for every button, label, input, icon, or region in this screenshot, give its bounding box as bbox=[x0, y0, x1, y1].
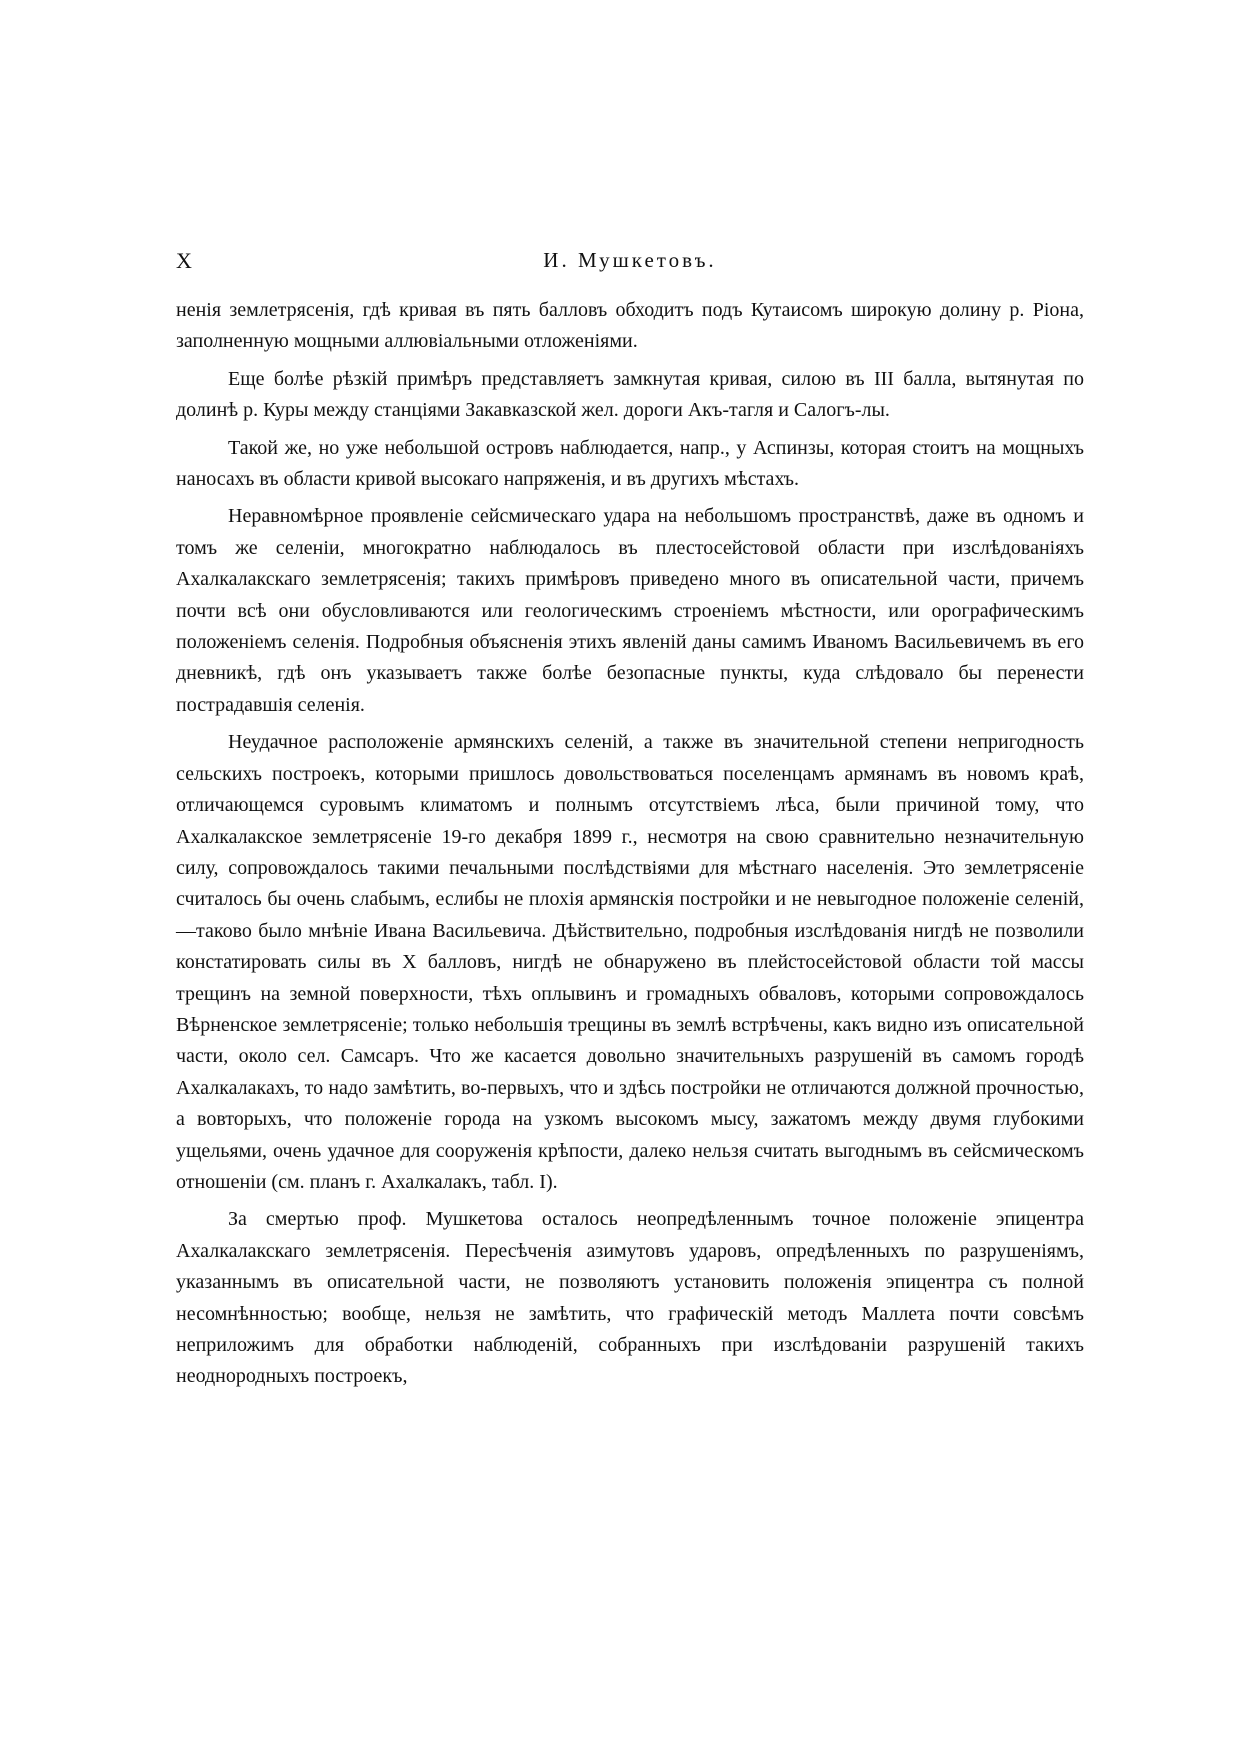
page-header bbox=[176, 248, 1084, 278]
paragraph: Неравномѣрное проявленіе сейсмическаго удара на небольшомъ пространствѣ, даже въ одномъ и томъ же селеніи, многократно наблюдалось въ плестосейстовой области при изслѣдованіяхъ Ахалкалакскаго землетрясенія; такихъ примѣровъ приведено много въ описательной части, причемъ почти всѣ они обусловливаются или геологическимъ строеніемъ мѣстности, или орографическимъ положеніемъ селенія. Подробныя объясненія этихъ явленій даны самимъ Иваномъ Васильевичемъ въ его дневникѣ, гдѣ онъ указываетъ также болѣе безопасные пункты, куда слѣдовало бы перенести пострадавшія селенія. bbox=[176, 505, 1084, 716]
paragraph: Такой же, но уже небольшой островъ наблюдается, напр., у Аспинзы, которая стоитъ на мощныхъ наносахъ въ области кривой высокаго напряженія, и въ другихъ мѣстахъ. bbox=[176, 436, 1084, 491]
paragraph-continuation: ненія землетрясенія, гдѣ кривая въ пять балловъ обходитъ подъ Кутаисомъ широкую долину р. Ріона, заполненную мощными аллювіальными отложеніями. bbox=[176, 299, 1084, 353]
paragraph: За смертью проф. Мушкетова осталось неопредѣленнымъ точное положеніе эпицентра Ахалкалакскаго землетрясенія. Пересѣченія азимутовъ ударовъ, опредѣленныхъ по разрушеніямъ, указаннымъ въ описательной части, не позволяютъ установить положенія эпицентра съ полной несомнѣнностью; вообще, нельзя не замѣтить, что графическій методъ Маллета почти совсѣмъ неприложимъ для обработки наблюденій, собранныхъ при изслѣдованіи разрушеній такихъ неоднородныхъ построекъ, bbox=[176, 1208, 1084, 1388]
paragraph: Еще болѣе рѣзкій примѣръ представляетъ замкнутая кривая, силою въ III балла, вытянутая по долинѣ р. Куры между станціями Закавказской жел. дороги Акъ-тагля и Салогъ-лы. bbox=[176, 367, 1084, 422]
body-text bbox=[176, 295, 1084, 1399]
running-title: И. Мушкетовъ. bbox=[543, 248, 717, 272]
page-number: X bbox=[176, 248, 192, 273]
paragraph: Неудачное расположеніе армянскихъ селеній, а также въ значительной степени непригодность сельскихъ построекъ, которыми пришлось довольствоваться поселенцамъ армянамъ въ новомъ краѣ, отличающемся суровымъ климатомъ и полнымъ отсутствіемъ лѣса, были причиной тому, что Ахалкалакское землетрясеніе 19-го декабря 1899 г., несмотря на свою сравнительно незначительную силу, сопровождалось такими печальными послѣдствіями для мѣстнаго населенія. Это землетрясеніе считалось бы очень слабымъ, еслибы не плохія армянскія постройки и не невыгодное положеніе селеній,—таково было мнѣніе Ивана Васильевича. Дѣйствительно, подробныя изслѣдованія нигдѣ не позволили констатировать силы въ X балловъ, нигдѣ не обнаружено въ плейстосейстовой области той массы трещинъ на земной поверхности, тѣхъ оплывинъ и громадныхъ обваловъ, которыми сопровождалось Вѣрненское землетрясеніе; только небольшія трещины въ землѣ встрѣчены, какъ видно изъ описательной части, около сел. Самсаръ. Что же касается довольно значительныхъ разрушеній въ самомъ городѣ Ахалкалакахъ, то надо замѣтить, во-первыхъ, что и здѣсь постройки не отличаются должной прочностью, а вовторыхъ, что положеніе города на узкомъ высокомъ мысу, зажатомъ между двумя глубокими ущельями, очень удачное для сооруженія крѣпости, далеко нельзя считать выгоднымъ въ сейсмическомъ отношеніи (см. планъ г. Ахалкалакъ, табл. I). bbox=[176, 731, 1084, 1193]
